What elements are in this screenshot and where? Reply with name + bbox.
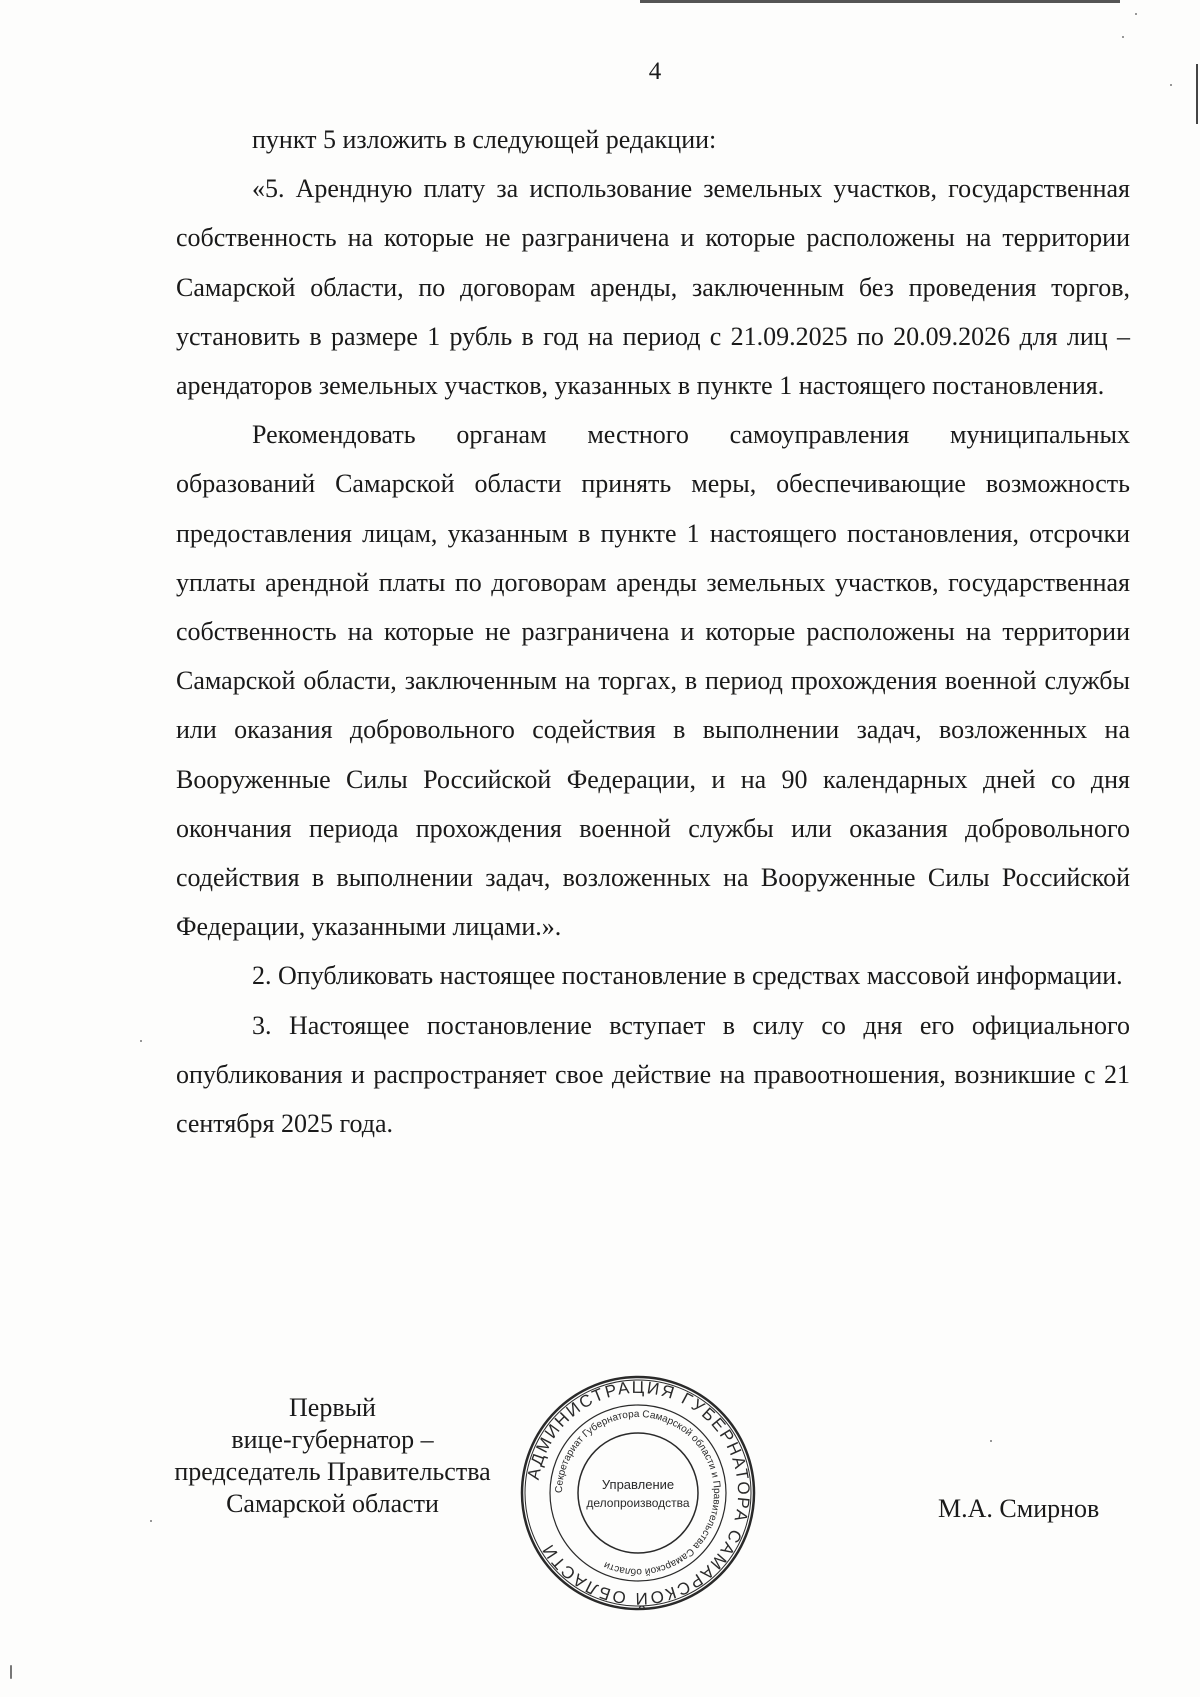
seal-inner-ring xyxy=(578,1433,698,1553)
seal-center-line-1: Управление xyxy=(601,1477,675,1492)
scan-edge-line xyxy=(640,0,1120,3)
scan-speck xyxy=(1170,84,1172,86)
signatory-title-line: вице-губернатор – xyxy=(231,1425,434,1454)
official-seal xyxy=(520,1375,756,1611)
paragraph-recommendation: Рекомендовать органам местного самоуправления муниципальных образований Самарской области принять меры, обеспечивающие возможность предоставления лицам, указанным в пункте 1 настоящего постановления, отсрочки уплаты арендной платы по договорам аренды земельных участков, государственная собственность на которые не разграничена и которые расположены на территории Самарской области, заключенным на торгах, в период прохождения военной службы или оказания добровольного содействия в выполнении задач, возложенных на Вооруженные Силы Российской Федерации, и на 90 календарных дней со дня окончания периода прохождения военной службы или оказания добровольного содействия в выполнении задач, возложенных на Вооруженные Силы Российской Федерации, указанными лицами.». xyxy=(176,420,1130,942)
seal-outer-text: АДМИНИСТРАЦИЯ ГУБЕРНАТОРА САМАРСКОЙ ОБЛАСТИ xyxy=(523,1377,754,1609)
scan-speck xyxy=(140,1040,142,1042)
signatory-name: М.А. Смирнов xyxy=(938,1494,1100,1523)
signatory-title-line: Самарской области xyxy=(226,1489,439,1518)
page-number: 4 xyxy=(648,58,662,85)
signatory-title-line: Первый xyxy=(289,1393,376,1422)
paragraph-item-3: 3. Настоящее постановление вступает в силу со дня его официального опубликования и распространяет свое действие на правоотношения, возникшие с 21 сентября 2025 года. xyxy=(176,1010,1130,1139)
scan-speck xyxy=(990,1440,992,1442)
paragraph-item-2: 2. Опубликовать настоящее постановление в средствах массовой информации. xyxy=(252,961,1123,991)
signatory-title xyxy=(150,1392,515,1520)
paragraph-item-5: «5. Арендную плату за использование земельных участков, государственная собственность на которые не разграничена и которые расположены на территории Самарской области, по договорам аренды, заключенным без проведения торгов, установить в размере 1 рубль в год на период с 21.09.2025 по 20.09.2026 для лиц – арендаторов земельных участков, указанных в пункте 1 настоящего постановления. xyxy=(176,174,1130,401)
paragraph-intro: пункт 5 изложить в следующей редакции: xyxy=(252,125,717,154)
scan-speck xyxy=(150,1520,152,1522)
seal-center-line-2: делопроизводства xyxy=(586,1496,690,1510)
signatory-title-line: председатель Правительства xyxy=(174,1457,491,1486)
scan-speck xyxy=(1122,36,1124,38)
seal-inner-text: Секретариат Губернатора Самарской области и Правительства Самарской области xyxy=(553,1408,723,1578)
scan-speck xyxy=(10,1665,12,1679)
scan-speck xyxy=(1135,13,1137,15)
document-body xyxy=(176,115,1130,1148)
seal-middle-ring xyxy=(550,1405,726,1581)
